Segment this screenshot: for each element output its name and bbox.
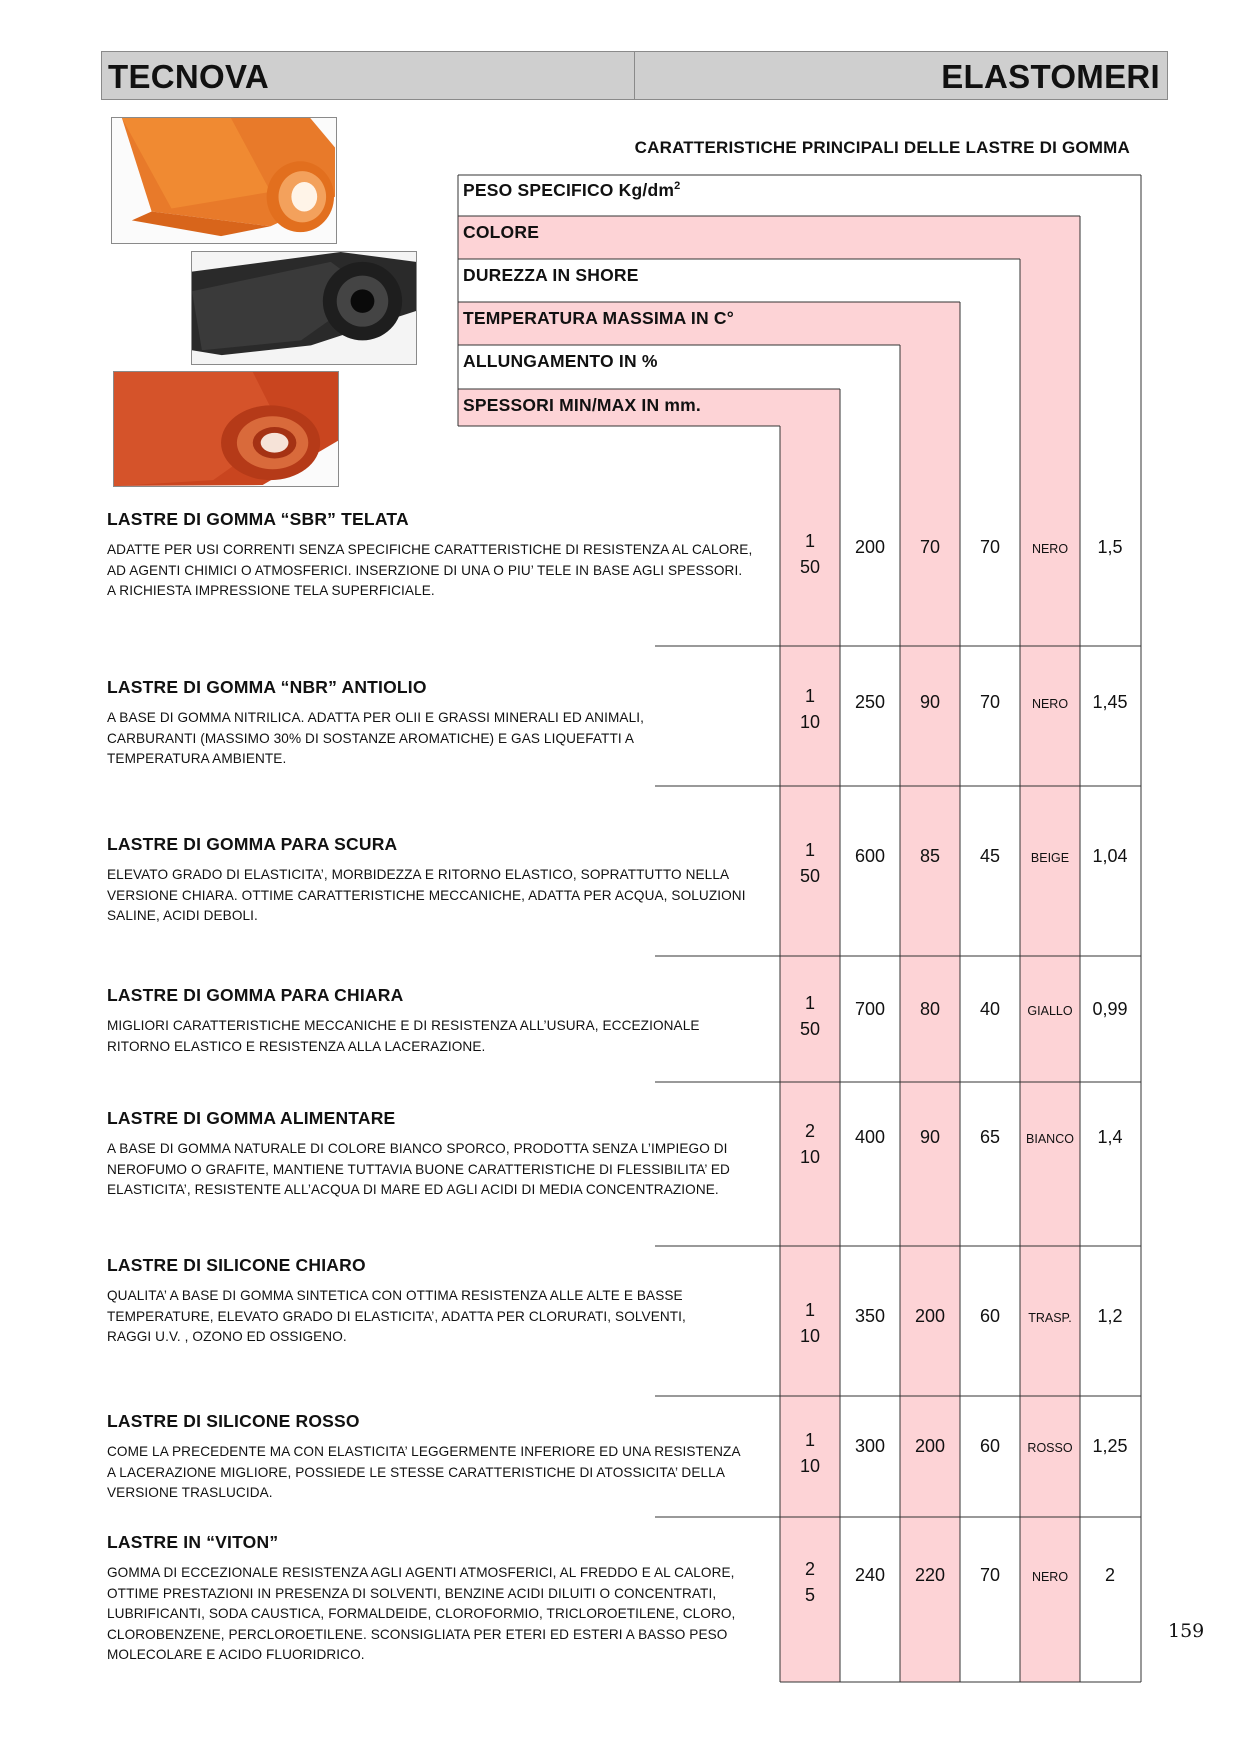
product-description [107,1286,757,1348]
description-line: TEMPERATURA AMBIENTE. [107,751,287,766]
cell-durezza: 40 [979,999,1001,1019]
cell-allungamento: 350 [854,1306,886,1326]
product-description [107,708,757,770]
column-fill [1020,216,1080,1682]
cell-temperatura: 90 [919,692,941,712]
table-caption: CARATTERISTICHE PRINCIPALI DELLE LASTRE DI GOMMA [634,138,1130,157]
cell-durezza: 60 [979,1436,1001,1456]
spessore-value: 10 [799,1456,821,1476]
cell-spessori [781,1118,839,1170]
description-line: LUBRIFICANTI, SODA CAUSTICA, FORMALDEIDE, CLOROFORMIO, TRICLOROETILENE, CLORO, [107,1606,736,1621]
cell-colore: TRASP. [1028,1311,1072,1325]
cell-durezza: 45 [979,846,1001,866]
spessore-value: 2 [804,1121,815,1141]
description-line: CLOROBENZENE, PERCLOROETILENE. SCONSIGLIATA PER ETERI ED ESTERI A BASSO PESO [107,1626,728,1642]
spessore-value: 1 [804,993,815,1013]
product-description [107,865,757,927]
description-line: COME LA PRECEDENTE MA CON ELASTICITA’ LEGGERMENTE INFERIORE ED UNA RESISTENZA [107,1444,741,1459]
product-description [107,540,757,602]
product-description [107,1016,757,1057]
description-line: ELEVATO GRADO DI ELASTICITA’, MORBIDEZZA E RITORNO ELASTICO, SOPRATTUTTO NELLA [107,867,730,882]
description-line: VERSIONE TRASLUCIDA. [107,1485,273,1500]
cell-temperatura: 70 [919,537,941,557]
cell-allungamento: 700 [854,999,886,1019]
description-line: NEROFUMO O GRAFITE, MANTIENE TUTTAVIA BUONE CARATTERISTICHE DI FLESSIBILITA’ ED [107,1161,730,1177]
spessore-value: 2 [804,1559,815,1579]
cell-temperatura: 80 [919,999,941,1019]
description-line: QUALITA’ A BASE DI GOMMA SINTETICA CON OTTIMA RESISTENZA ALLE ALTE E BASSE [107,1288,683,1303]
cell-allungamento: 300 [854,1436,886,1456]
description-line: ADATTE PER USI CORRENTI SENZA SPECIFICHE CARATTERISTICHE DI RESISTENZA AL CALORE, [107,542,753,557]
header-peso-specifico: PESO SPECIFICO $Kg/dm^2$ [463,180,681,200]
spessore-value: 1 [804,686,815,706]
product-title: LASTRE DI GOMMA PARA SCURA [107,834,398,854]
brand-name: TECNOVA [108,58,269,95]
cell-durezza: 60 [979,1306,1001,1326]
product-title: LASTRE DI GOMMA PARA CHIARA [107,985,404,1005]
description-line: RAGGI U.V. , OZONO ED OSSIGENO. [107,1329,347,1344]
cell-spessori [781,1427,839,1479]
description-line: MOLECOLARE E ACIDO FLUORIDRICO. [107,1647,365,1662]
cell-durezza: 70 [979,537,1001,557]
spessore-value: 10 [799,1326,821,1346]
header-temperatura: TEMPERATURA MASSIMA IN C° [463,308,734,328]
description-line: AD AGENTI CHIMICI O ATMOSFERICI. INSERZIONE DI UNA O PIU’ TELE IN BASE AGLI SPESSORI. [107,562,743,578]
description-line: OTTIME PRESTAZIONI IN PRESENZA DI SOLVENTI, BENZINE ACIDI DILUITI O CONCENTRATI, [107,1585,717,1601]
category-title: ELASTOMERI [941,58,1160,95]
cell-allungamento: 200 [854,537,886,557]
header-band-overlay [458,216,1080,259]
cell-peso: 1,5 [1097,537,1123,557]
cell-allungamento: 250 [854,692,886,712]
cell-spessori [781,683,839,735]
cell-colore: BEIGE [1030,851,1070,865]
product-title: LASTRE IN “VITON” [107,1532,279,1552]
product-description [107,1563,757,1666]
cell-peso: 1,04 [1092,846,1128,866]
description-line: A LACERAZIONE MIGLIORE, POSSIEDE LE STESSE CARATTERISTICHE DI ATOSSICITA’ DELLA [107,1464,726,1480]
cell-colore: ROSSO [1027,1441,1073,1455]
description-line: MIGLIORI CARATTERISTICHE MECCANICHE E DI RESISTENZA ALL’USURA, ECCEZIONALE [107,1018,700,1033]
description-line: SALINE, ACIDI DEBOLI. [107,908,258,923]
spessore-value: 1 [804,1430,815,1450]
description-line: A BASE DI GOMMA NATURALE DI COLORE BIANCO SPORCO, PRODOTTA SENZA L’IMPIEGO DI [107,1141,728,1156]
cell-durezza: 70 [979,692,1001,712]
cell-allungamento: 240 [854,1565,886,1585]
cell-spessori [781,837,839,889]
cell-peso: 1,4 [1097,1127,1123,1147]
cell-colore: BIANCO [1026,1132,1074,1146]
cell-colore: NERO [1031,697,1069,711]
spessore-value: 5 [804,1585,815,1605]
description-line: CARBURANTI (MASSIMO 30% DI SOSTANZE AROMATICHE) E GAS LIQUEFATTI A [107,730,635,746]
product-title: LASTRE DI SILICONE ROSSO [107,1411,360,1431]
header-colore: COLORE [463,222,540,242]
spessore-value: 50 [799,557,821,577]
cell-peso: 0,99 [1092,999,1128,1019]
cell-spessori [781,528,839,580]
cell-temperatura: 90 [919,1127,941,1147]
description-line: A BASE DI GOMMA NITRILICA. ADATTA PER OLII E GRASSI MINERALI ED ANIMALI, [107,710,644,725]
cell-spessori [781,1297,839,1349]
cell-temperatura: 200 [914,1436,946,1456]
column-fill [960,259,1020,1682]
cell-spessori [781,990,839,1042]
cell-durezza: 65 [979,1127,1001,1147]
cell-allungamento: 400 [854,1127,886,1147]
description-line: VERSIONE CHIARA. OTTIME CARATTERISTICHE MECCANICHE, ADATTA PER ACQUA, SOLUZIONI [107,887,746,903]
spessore-value: 50 [799,866,821,886]
spessore-value: 1 [804,1300,815,1320]
spessore-value: 1 [804,531,815,551]
description-line: TEMPERATURE, ELEVATO GRADO DI ELASTICITA’, ADATTA PER CLORURATI, SOLVENTI, [107,1308,686,1324]
cell-durezza: 70 [979,1565,1001,1585]
spessore-value: 50 [799,1019,821,1039]
description-line: GOMMA DI ECCEZIONALE RESISTENZA AGLI AGENTI ATMOSFERICI, AL FREDDO E AL CALORE, [107,1565,735,1580]
cell-temperatura: 85 [919,846,941,866]
product-title: LASTRE DI GOMMA ALIMENTARE [107,1108,396,1128]
cell-spessori [781,1556,839,1608]
spessore-value: 1 [804,840,815,860]
cell-colore: NERO [1031,542,1069,556]
cell-colore: GIALLO [1027,1004,1073,1018]
cell-colore: NERO [1031,1570,1069,1584]
description-line: RITORNO ELASTICO E RESISTENZA ALLA LACERAZIONE. [107,1038,486,1054]
description-line: ELASTICITA’, RESISTENTE ALL’ACQUA DI MARE ED AGLI ACIDI DI MEDIA CONCENTRAZIONE. [107,1182,719,1197]
header-allungamento: ALLUNGAMENTO IN % [463,351,658,371]
product-title: LASTRE DI GOMMA “SBR” TELATA [107,509,409,529]
spessore-value: 10 [799,712,821,732]
product-title: LASTRE DI GOMMA “NBR” ANTIOLIO [107,677,427,697]
cell-peso: 1,2 [1097,1306,1123,1326]
cell-temperatura: 220 [914,1565,946,1585]
cell-allungamento: 600 [854,846,886,866]
product-description [107,1139,757,1201]
product-title: LASTRE DI SILICONE CHIARO [107,1255,366,1275]
cell-peso: 1,45 [1092,692,1128,712]
header-spessori: SPESSORI MIN/MAX IN mm. [463,395,701,415]
page-number: 159 [1168,1620,1205,1642]
spessore-value: 10 [799,1147,821,1167]
product-description [107,1442,757,1504]
column-fill [900,302,960,1682]
description-line: A RICHIESTA IMPRESSIONE TELA SUPERFICIALE. [107,583,435,598]
cell-peso: 1,25 [1092,1436,1128,1456]
cell-peso: 2 [1104,1565,1115,1585]
cell-temperatura: 200 [914,1306,946,1326]
header-durezza: DUREZZA IN SHORE [463,265,639,285]
